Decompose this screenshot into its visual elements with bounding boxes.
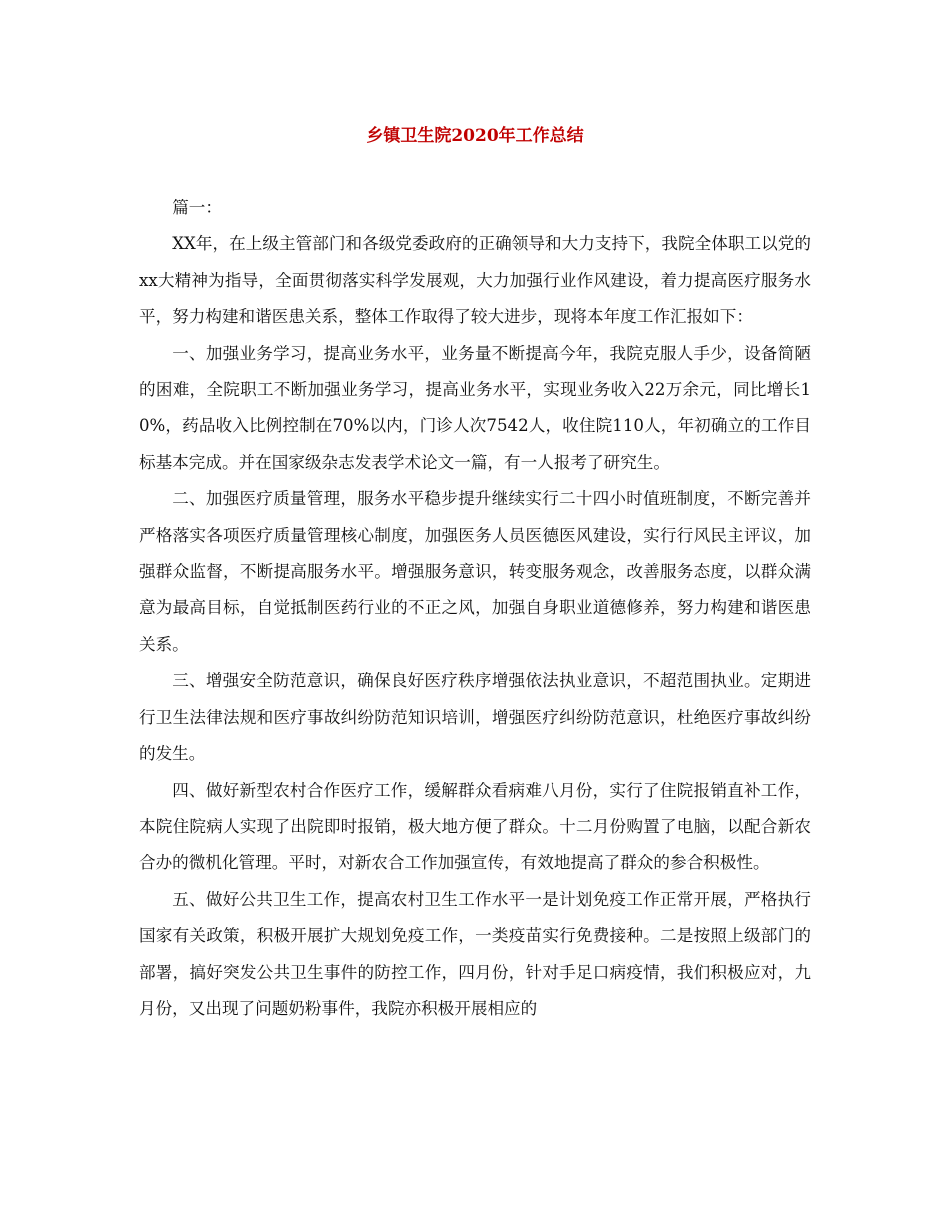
paragraph-item-2: 二、加强医疗质量管理，服务水平稳步提升继续实行二十四小时值班制度，不断完善并严格落实各项医疗质量管理核心制度，加强医务人员医德医风建设，实行行风民主评议，加强群众监督，不断提高服务水平。增强服务意识，转变服务观念，改善服务态度，以群众满意为最高目标，自觉抵制医药行业的不正之风，加强自身职业道德修养，努力构建和谐医患关系。: [139, 489, 811, 654]
paragraph-item-4: 四、做好新型农村合作医疗工作，缓解群众看病难八月份，实行了住院报销直补工作，本院住院病人实现了出院即时报销，极大地方便了群众。十二月份购置了电脑，以配合新农合办的微机化管理。平时，对新农合工作加强宣传，有效地提高了群众的参合积极性。: [139, 780, 811, 873]
paragraph-item-3: 三、增强安全防范意识，确保良好医疗秩序增强依法执业意识，不超范围执业。定期进行卫生法律法规和医疗事故纠纷防范知识培训，增强医疗纠纷防范意识，杜绝医疗事故纠纷的发生。: [139, 671, 811, 764]
paragraph-item-1: 一、加强业务学习，提高业务水平，业务量不断提高今年，我院克服人手少，设备简陋的困难，全院职工不断加强业务学习，提高业务水平，实现业务收入22万余元，同比增长10%，药品收入比例控制在70%以内，门诊人次7542人，收住院110人，年初确立的工作目标基本完成。并在国家级杂志发表学术论文一篇，有一人报考了研究生。: [139, 343, 811, 472]
paragraph-intro: XX年，在上级主管部门和各级党委政府的正确领导和大力支持下，我院全体职工以党的xx大精神为指导，全面贯彻落实科学发展观，大力加强行业作风建设，着力提高医疗服务水平，努力构建和谐医患关系，整体工作取得了较大进步，现将本年度工作汇报如下：: [139, 234, 811, 327]
document-body: [139, 190, 811, 1027]
document-title: 乡镇卫生院2020年工作总结: [366, 126, 584, 146]
paragraph-section-label: 篇一：: [172, 198, 222, 217]
paragraph-item-5: 五、做好公共卫生工作，提高农村卫生工作水平一是计划免疫工作正常开展，严格执行国家有关政策，积极开展扩大规划免疫工作，一类疫苗实行免费接种。二是按照上级部门的部署，搞好突发公共卫生事件的防控工作，四月份，针对手足口病疫情，我们积极应对，九月份，又出现了问题奶粉事件，我院亦积极开展相应的: [139, 889, 811, 1018]
